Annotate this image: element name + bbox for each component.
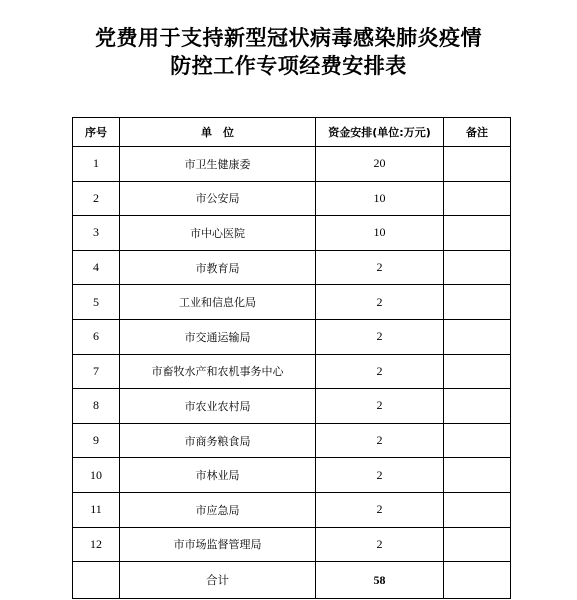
table-row — [73, 389, 511, 424]
row-note — [444, 423, 511, 458]
header-unit: 单 位 — [120, 118, 316, 147]
header-amount: 资金安排(单位:万元) — [316, 118, 444, 147]
row-note — [444, 147, 511, 182]
header-note: 备注 — [444, 118, 511, 147]
row-seq: 12 — [73, 527, 120, 562]
row-unit: 市卫生健康委 — [120, 147, 316, 182]
row-amount: 2 — [316, 250, 444, 285]
row-unit: 市林业局 — [120, 458, 316, 493]
table-total-row — [73, 562, 511, 599]
table-row — [73, 458, 511, 493]
row-seq: 1 — [73, 147, 120, 182]
row-amount: 10 — [316, 216, 444, 251]
row-unit: 市市场监督管理局 — [120, 527, 316, 562]
row-amount: 2 — [316, 527, 444, 562]
row-unit: 市农业农村局 — [120, 389, 316, 424]
row-note — [444, 354, 511, 389]
document-title-line-2: 防控工作专项经费安排表 — [170, 53, 407, 78]
table-body — [73, 147, 511, 562]
table-row — [73, 492, 511, 527]
total-note-cell — [444, 562, 511, 599]
row-seq: 7 — [73, 354, 120, 389]
total-seq-cell — [73, 562, 120, 599]
table-row — [73, 354, 511, 389]
row-note — [444, 216, 511, 251]
row-unit: 市中心医院 — [120, 216, 316, 251]
row-seq: 5 — [73, 285, 120, 320]
row-seq: 9 — [73, 423, 120, 458]
row-note — [444, 319, 511, 354]
row-seq: 8 — [73, 389, 120, 424]
row-amount: 20 — [316, 147, 444, 182]
document-title-line-1: 党费用于支持新型冠状病毒感染肺炎疫情 — [95, 25, 482, 50]
row-seq: 4 — [73, 250, 120, 285]
row-seq: 3 — [73, 216, 120, 251]
total-amount: 58 — [316, 562, 444, 599]
row-seq: 6 — [73, 319, 120, 354]
table-header-row — [73, 118, 511, 147]
header-seq: 序号 — [73, 118, 120, 147]
funding-allocation-table — [72, 117, 511, 599]
total-label: 合计 — [120, 562, 316, 599]
table-row — [73, 147, 511, 182]
row-unit: 工业和信息化局 — [120, 285, 316, 320]
row-amount: 10 — [316, 181, 444, 216]
row-amount: 2 — [316, 492, 444, 527]
row-note — [444, 458, 511, 493]
table-row — [73, 423, 511, 458]
row-seq: 10 — [73, 458, 120, 493]
row-unit: 市商务粮食局 — [120, 423, 316, 458]
table-row — [73, 250, 511, 285]
row-note — [444, 492, 511, 527]
table-row — [73, 181, 511, 216]
row-amount: 2 — [316, 458, 444, 493]
row-note — [444, 181, 511, 216]
row-note — [444, 285, 511, 320]
row-unit: 市交通运输局 — [120, 319, 316, 354]
row-amount: 2 — [316, 285, 444, 320]
row-amount: 2 — [316, 389, 444, 424]
table-row — [73, 216, 511, 251]
row-unit: 市畜牧水产和农机事务中心 — [120, 354, 316, 389]
row-note — [444, 527, 511, 562]
row-unit: 市公安局 — [120, 181, 316, 216]
row-amount: 2 — [316, 354, 444, 389]
table-row — [73, 527, 511, 562]
row-seq: 2 — [73, 181, 120, 216]
row-seq: 11 — [73, 492, 120, 527]
row-amount: 2 — [316, 319, 444, 354]
row-unit: 市教育局 — [120, 250, 316, 285]
row-note — [444, 250, 511, 285]
row-unit: 市应急局 — [120, 492, 316, 527]
row-note — [444, 389, 511, 424]
table-row — [73, 319, 511, 354]
row-amount: 2 — [316, 423, 444, 458]
table-row — [73, 285, 511, 320]
